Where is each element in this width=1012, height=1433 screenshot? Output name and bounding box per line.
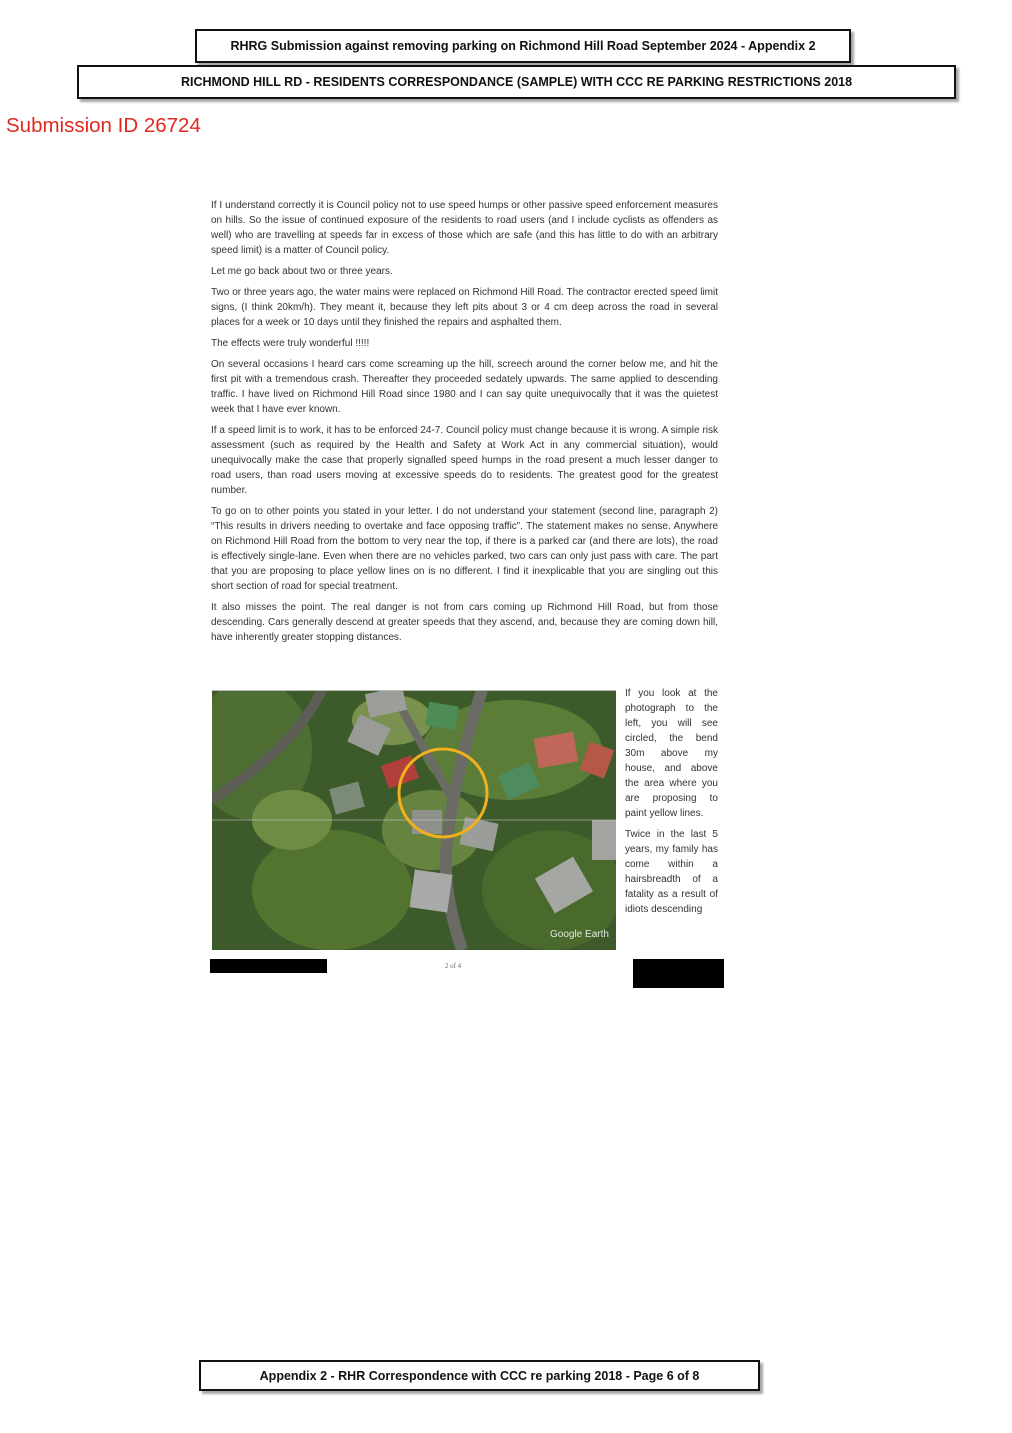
letter-paragraph: On several occasions I heard cars come screaming up the hill, screech around the corner below me, and hit the first pit with a tremendous crash. Thereafter they proceeded sedately upwards. The same applied to descending traffic. I have lived on Richmond Hill Road since 1980 and I can say quite unequivocally that it was the quietest week that I have ever known.: [211, 359, 718, 415]
submission-id: Submission ID 26724: [6, 114, 201, 137]
letter-paragraph: Let me go back about two or three years.: [211, 266, 393, 277]
letter-side-paragraph: If you look at the photograph to the left, you will see circled, the bend 30m above my house, and above the area where you are proposing to paint yellow lines.: [625, 688, 718, 819]
letter-paragraph: If a speed limit is to work, it has to be enforced 24-7. Council policy must change because it is wrong. A simple risk assessment (such as required by the Health and Safety at Work Act in any commercial situation), would unequivocally make the case that properly signalled speed humps in the road present a much lesser danger to road users, than road users moving at excessive speeds do to residents. The greatest good for the greatest number.: [211, 425, 718, 496]
letter-paragraph: If I understand correctly it is Council policy not to use speed humps or other passive speed enforcement measures on hills. So the issue of continued exposure of the residents to road users (and I include cyclists as offenders as well) who are travelling at speeds far in excess of those which are safe (and this has little to do with an arbitrary speed limit) is a matter of Council policy.: [211, 200, 718, 256]
photo-watermark: Google Earth: [550, 929, 609, 940]
header-title: RHRG Submission against removing parking on Richmond Hill Road September 2024 - Appendix 2: [230, 39, 816, 53]
aerial-photograph: [212, 690, 616, 950]
redaction-bar: [210, 959, 327, 973]
letter-paragraph: To go on to other points you stated in your letter. I do not understand your statement (second line, paragraph 2) “This results in drivers needing to overtake and face opposing traffic”. The statement makes no sense. Anywhere on Richmond Hill Road from the bottom to very near the top, if there is a parked car (and there are lots), the road is effectively single-lane. Even when there are no vehicles parked, two cars can only just pass with care. The part that you are proposing to place yellow lines on is no different. I find it inexplicable that you are singling out this short section of road for special treatment.: [211, 506, 718, 592]
header-title-box: [195, 29, 851, 63]
letter-side-paragraph: Twice in the last 5 years, my family has come within a hairsbreadth of a fatality as a result of idiots descending: [625, 829, 718, 915]
redaction-bar: [633, 959, 724, 988]
footer-text: Appendix 2 - RHR Correspondence with CCC re parking 2018 - Page 6 of 8: [259, 1368, 700, 1383]
letter-paragraph: Two or three years ago, the water mains were replaced on Richmond Hill Road. The contractor erected speed limit signs, (I think 20km/h). They meant it, because they left pits about 3 or 4 cm deep across the road in several places for a week or 10 days until they finished the repairs and asphalted them.: [211, 287, 718, 328]
letter-body: [211, 198, 718, 651]
footer-box: [199, 1360, 760, 1391]
page-number: 2 of 4: [444, 962, 462, 970]
header-subtitle: RICHMOND HILL RD - RESIDENTS CORRESPONDANCE (SAMPLE) WITH CCC RE PARKING RESTRICTIONS 2018: [180, 75, 853, 89]
header-subtitle-box: [77, 65, 956, 99]
letter-paragraph: It also misses the point. The real danger is not from cars coming up Richmond Hill Road, but from those descending. Cars generally descend at greater speeds that they ascend, and, because they are coming down hill, have inherently greater stopping distances.: [211, 602, 718, 643]
letter-paragraph: The effects were truly wonderful !!!!!: [211, 338, 370, 349]
letter-side-column: [625, 686, 718, 923]
